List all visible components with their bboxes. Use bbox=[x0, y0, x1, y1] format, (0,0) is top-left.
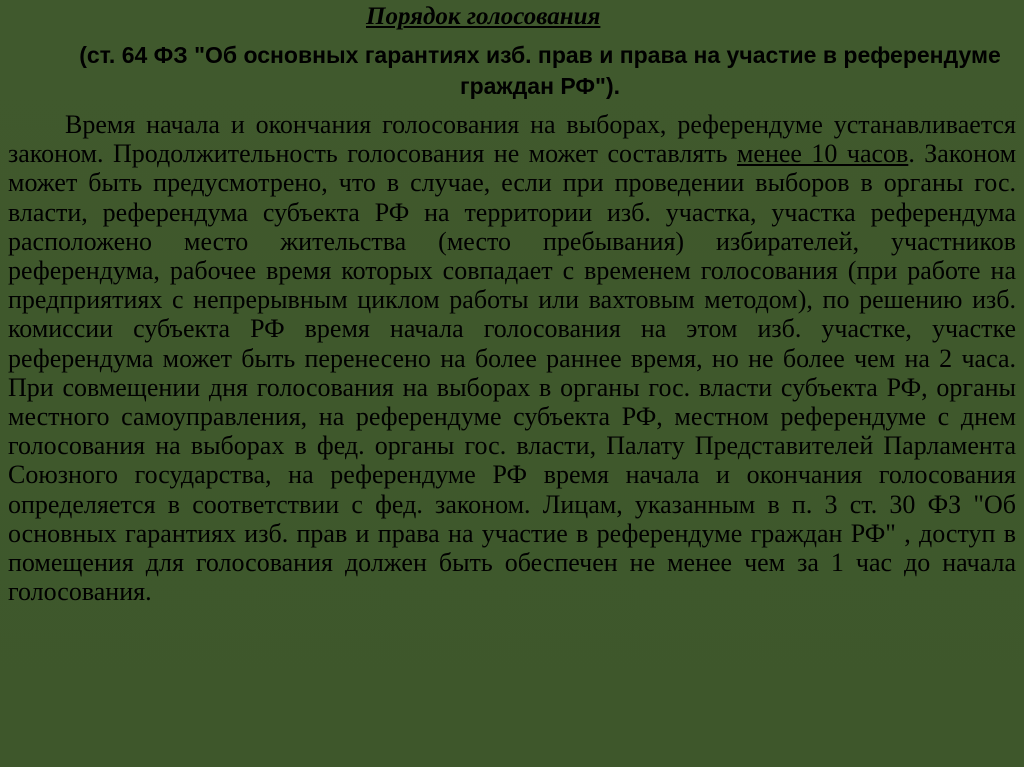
slide-title: Порядок голосования bbox=[366, 3, 601, 30]
body-text-part-2: . Законом может быть предусмотрено, что в случае, если при проведении выборов в органы гос. власти, референдума субъекта РФ на территории изб. участка, участка референдума расположено место жительства (место пребывания) избирателей, участников референдума, рабочее время которых совпадает с временем голосования (при работе на предприятиях с непрерывным циклом работы или вахтовым методом), по решению изб. комиссии субъекта РФ время начала голосования на этом изб. участке, участке референдума может быть перенесено на более раннее время, но не более чем на 2 часа. При совмещении дня голосования на выборах в органы гос. власти субъекта РФ, органы местного самоуправления, на референдуме субъекта РФ, местном референдуме с днем голосования на выборах в фед. органы гос. власти, Палату Представителей Парламента Союзного государства, на референдуме РФ время начала и окончания голосования определяется в соответствии с фед. законом. Лицам, указанным в п. 3 ст. 30 ФЗ "Об основных гарантиях изб. прав и права на участие в референдуме граждан РФ" , доступ в помещения для голосования должен быть обеспечен не менее чем за 1 час до начала голосования. bbox=[8, 139, 1017, 607]
emphasis-min-duration: менее 10 часов bbox=[736, 139, 909, 169]
body-text-part-1: Время начала и окончания голосования на выборах, референдуме устанавливается законом. Продолжительность голосования не может составлять bbox=[8, 110, 1016, 169]
body-paragraph bbox=[8, 110, 1016, 606]
slide-subtitle: (ст. 64 ФЗ "Об основных гарантиях изб. прав и права на участие в референдуме граждан РФ"). bbox=[79, 42, 1001, 99]
